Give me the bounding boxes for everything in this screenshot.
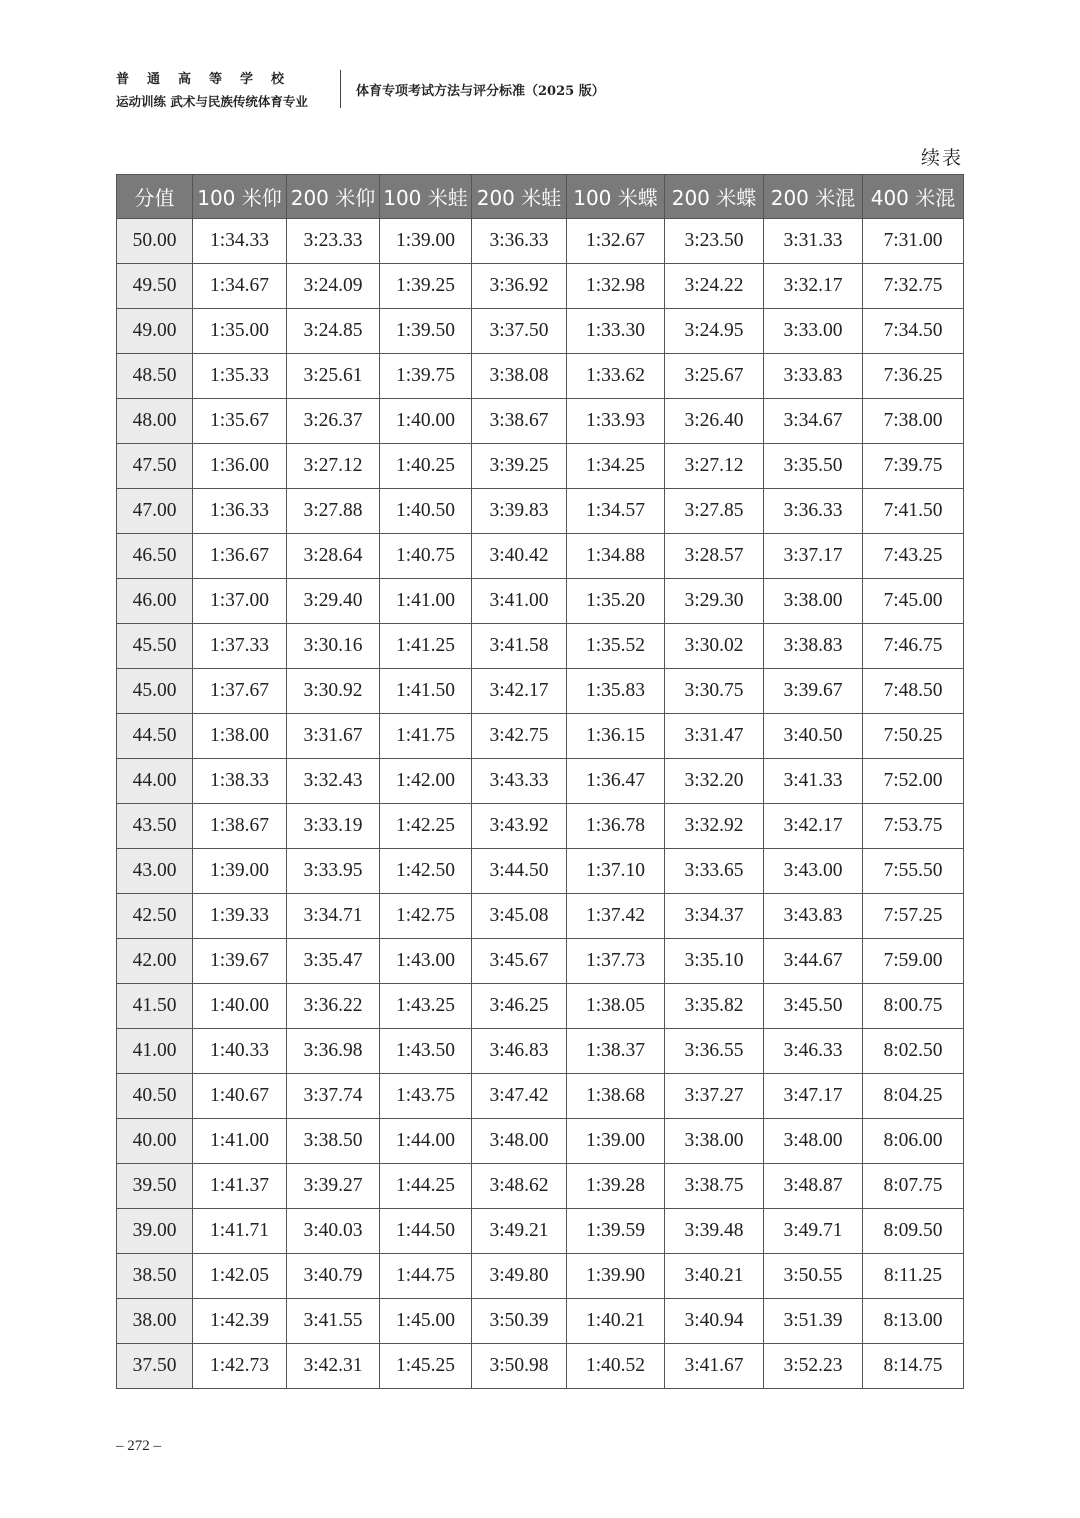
table-header-row [117,175,964,219]
time-cell: 7:41.50 [863,489,964,534]
time-cell: 1:36.15 [567,714,665,759]
table-row [117,1074,964,1119]
time-cell: 1:41.25 [380,624,472,669]
table-row [117,1164,964,1209]
column-header: 100 米蛙 [380,175,472,219]
score-cell: 48.00 [117,399,193,444]
time-cell: 7:52.00 [863,759,964,804]
time-cell: 7:34.50 [863,309,964,354]
table-row [117,714,964,759]
time-cell: 7:59.00 [863,939,964,984]
score-cell: 39.50 [117,1164,193,1209]
score-cell: 50.00 [117,219,193,264]
time-cell: 8:06.00 [863,1119,964,1164]
time-cell: 1:44.00 [380,1119,472,1164]
time-cell: 3:41.00 [472,579,567,624]
time-cell: 3:39.83 [472,489,567,534]
table-row [117,1344,964,1389]
time-cell: 1:37.67 [193,669,287,714]
time-cell: 8:07.75 [863,1164,964,1209]
time-cell: 7:53.75 [863,804,964,849]
time-cell: 3:38.50 [287,1119,380,1164]
time-cell: 1:34.67 [193,264,287,309]
time-cell: 1:43.75 [380,1074,472,1119]
time-cell: 1:35.83 [567,669,665,714]
score-cell: 43.00 [117,849,193,894]
time-cell: 3:35.47 [287,939,380,984]
time-cell: 1:38.33 [193,759,287,804]
score-cell: 43.50 [117,804,193,849]
time-cell: 3:24.95 [665,309,764,354]
time-cell: 3:48.00 [472,1119,567,1164]
time-cell: 3:30.92 [287,669,380,714]
time-cell: 3:37.50 [472,309,567,354]
time-cell: 1:37.73 [567,939,665,984]
time-cell: 3:50.55 [764,1254,863,1299]
time-cell: 3:24.85 [287,309,380,354]
time-cell: 3:50.39 [472,1299,567,1344]
time-cell: 1:35.20 [567,579,665,624]
time-cell: 7:32.75 [863,264,964,309]
time-cell: 1:41.71 [193,1209,287,1254]
time-cell: 1:41.50 [380,669,472,714]
time-cell: 3:39.25 [472,444,567,489]
time-cell: 3:41.33 [764,759,863,804]
table-row [117,309,964,354]
score-cell: 39.00 [117,1209,193,1254]
time-cell: 3:27.88 [287,489,380,534]
time-cell: 3:24.09 [287,264,380,309]
time-cell: 3:40.79 [287,1254,380,1299]
time-cell: 3:43.00 [764,849,863,894]
table-row [117,444,964,489]
time-cell: 3:44.50 [472,849,567,894]
time-cell: 1:32.67 [567,219,665,264]
table-body [117,219,964,1389]
time-cell: 3:38.75 [665,1164,764,1209]
time-cell: 3:36.55 [665,1029,764,1074]
column-header: 200 米混 [764,175,863,219]
time-cell: 1:39.90 [567,1254,665,1299]
time-cell: 1:44.25 [380,1164,472,1209]
time-cell: 3:36.98 [287,1029,380,1074]
time-cell: 1:44.75 [380,1254,472,1299]
time-cell: 3:33.95 [287,849,380,894]
time-cell: 1:36.78 [567,804,665,849]
column-header: 100 米蝶 [567,175,665,219]
time-cell: 1:39.75 [380,354,472,399]
time-cell: 1:41.00 [380,579,472,624]
score-cell: 44.50 [117,714,193,759]
column-header: 200 米蛙 [472,175,567,219]
table-row [117,624,964,669]
time-cell: 8:13.00 [863,1299,964,1344]
table-row [117,579,964,624]
time-cell: 3:38.00 [665,1119,764,1164]
time-cell: 1:33.62 [567,354,665,399]
time-cell: 1:35.00 [193,309,287,354]
time-cell: 3:36.92 [472,264,567,309]
time-cell: 1:36.33 [193,489,287,534]
table-row [117,939,964,984]
time-cell: 3:42.31 [287,1344,380,1389]
time-cell: 3:42.75 [472,714,567,759]
time-cell: 3:36.22 [287,984,380,1029]
time-cell: 3:41.58 [472,624,567,669]
score-cell: 47.50 [117,444,193,489]
time-cell: 3:24.22 [665,264,764,309]
table-row [117,1209,964,1254]
time-cell: 3:49.21 [472,1209,567,1254]
time-cell: 1:33.30 [567,309,665,354]
time-cell: 1:37.10 [567,849,665,894]
time-cell: 1:39.67 [193,939,287,984]
time-cell: 3:38.83 [764,624,863,669]
time-cell: 3:37.17 [764,534,863,579]
time-cell: 3:38.67 [472,399,567,444]
table-row [117,759,964,804]
time-cell: 3:32.92 [665,804,764,849]
time-cell: 3:39.27 [287,1164,380,1209]
time-cell: 3:48.87 [764,1164,863,1209]
score-cell: 40.00 [117,1119,193,1164]
time-cell: 3:33.00 [764,309,863,354]
time-cell: 3:35.82 [665,984,764,1029]
continued-label: 续表 [920,147,963,169]
time-cell: 3:25.67 [665,354,764,399]
time-cell: 7:55.50 [863,849,964,894]
time-cell: 3:39.67 [764,669,863,714]
table-row [117,1029,964,1074]
time-cell: 3:33.65 [665,849,764,894]
time-cell: 3:40.03 [287,1209,380,1254]
page-number: – 272 – [116,1438,161,1454]
time-cell: 1:35.52 [567,624,665,669]
time-cell: 1:43.50 [380,1029,472,1074]
time-cell: 3:31.47 [665,714,764,759]
time-cell: 8:14.75 [863,1344,964,1389]
header-left-block [116,70,331,112]
table-row [117,264,964,309]
score-cell: 41.00 [117,1029,193,1074]
table-row [117,669,964,714]
time-cell: 1:35.33 [193,354,287,399]
document-title: 体育专项考试方法与评分标准（2025 版） [356,84,605,99]
time-cell: 3:34.37 [665,894,764,939]
time-cell: 1:44.50 [380,1209,472,1254]
time-cell: 7:48.50 [863,669,964,714]
score-cell: 45.00 [117,669,193,714]
time-cell: 1:42.73 [193,1344,287,1389]
time-cell: 3:38.00 [764,579,863,624]
column-header: 100 米仰 [193,175,287,219]
major-name: 运动训练 武术与民族传统体育专业 [116,94,308,109]
time-cell: 8:02.50 [863,1029,964,1074]
time-cell: 7:36.25 [863,354,964,399]
time-cell: 3:31.67 [287,714,380,759]
time-cell: 1:36.47 [567,759,665,804]
time-cell: 3:40.21 [665,1254,764,1299]
time-cell: 1:42.05 [193,1254,287,1299]
table-row [117,894,964,939]
time-cell: 1:40.33 [193,1029,287,1074]
time-cell: 3:48.62 [472,1164,567,1209]
time-cell: 1:37.42 [567,894,665,939]
time-cell: 3:32.20 [665,759,764,804]
time-cell: 3:33.83 [764,354,863,399]
time-cell: 7:45.00 [863,579,964,624]
time-cell: 3:51.39 [764,1299,863,1344]
table-row [117,489,964,534]
time-cell: 1:40.67 [193,1074,287,1119]
time-cell: 1:39.59 [567,1209,665,1254]
time-cell: 1:39.33 [193,894,287,939]
time-cell: 1:36.00 [193,444,287,489]
time-cell: 3:35.10 [665,939,764,984]
time-cell: 1:43.00 [380,939,472,984]
time-cell: 1:39.28 [567,1164,665,1209]
table-row [117,1119,964,1164]
time-cell: 1:40.50 [380,489,472,534]
time-cell: 1:41.75 [380,714,472,759]
time-cell: 1:34.88 [567,534,665,579]
table-row [117,1254,964,1299]
time-cell: 3:33.19 [287,804,380,849]
table-row [117,399,964,444]
time-cell: 8:00.75 [863,984,964,1029]
time-cell: 3:27.85 [665,489,764,534]
time-cell: 3:50.98 [472,1344,567,1389]
time-cell: 1:39.00 [193,849,287,894]
time-cell: 7:50.25 [863,714,964,759]
time-cell: 1:39.00 [380,219,472,264]
time-cell: 3:40.94 [665,1299,764,1344]
time-cell: 3:47.17 [764,1074,863,1119]
time-cell: 7:39.75 [863,444,964,489]
time-cell: 7:57.25 [863,894,964,939]
time-cell: 3:30.16 [287,624,380,669]
time-cell: 3:46.83 [472,1029,567,1074]
table-row [117,849,964,894]
score-cell: 46.50 [117,534,193,579]
time-cell: 1:40.52 [567,1344,665,1389]
time-cell: 1:42.39 [193,1299,287,1344]
time-cell: 1:34.25 [567,444,665,489]
time-cell: 3:23.50 [665,219,764,264]
time-cell: 1:39.50 [380,309,472,354]
time-cell: 3:27.12 [287,444,380,489]
score-cell: 49.00 [117,309,193,354]
time-cell: 8:09.50 [863,1209,964,1254]
time-cell: 3:46.33 [764,1029,863,1074]
time-cell: 3:41.67 [665,1344,764,1389]
score-cell: 42.50 [117,894,193,939]
score-cell: 44.00 [117,759,193,804]
table-row [117,1299,964,1344]
table-row [117,804,964,849]
time-cell: 3:34.71 [287,894,380,939]
time-cell: 1:40.00 [193,984,287,1029]
time-cell: 3:36.33 [472,219,567,264]
time-cell: 1:42.25 [380,804,472,849]
time-cell: 3:32.17 [764,264,863,309]
score-cell: 38.50 [117,1254,193,1299]
time-cell: 1:39.00 [567,1119,665,1164]
time-cell: 1:35.67 [193,399,287,444]
time-cell: 7:46.75 [863,624,964,669]
time-cell: 3:37.27 [665,1074,764,1119]
time-cell: 1:45.25 [380,1344,472,1389]
time-cell: 3:45.67 [472,939,567,984]
time-cell: 3:34.67 [764,399,863,444]
time-cell: 1:42.50 [380,849,472,894]
time-cell: 3:28.64 [287,534,380,579]
time-cell: 3:46.25 [472,984,567,1029]
column-header-score: 分值 [117,175,193,219]
time-cell: 3:37.74 [287,1074,380,1119]
time-cell: 3:30.75 [665,669,764,714]
time-cell: 1:42.00 [380,759,472,804]
time-cell: 1:40.21 [567,1299,665,1344]
time-cell: 3:25.61 [287,354,380,399]
score-cell: 42.00 [117,939,193,984]
time-cell: 3:40.50 [764,714,863,759]
time-cell: 1:41.37 [193,1164,287,1209]
score-cell: 38.00 [117,1299,193,1344]
table-row [117,219,964,264]
time-cell: 1:33.93 [567,399,665,444]
time-cell: 3:49.71 [764,1209,863,1254]
time-cell: 3:45.50 [764,984,863,1029]
time-cell: 3:38.08 [472,354,567,399]
time-cell: 3:49.80 [472,1254,567,1299]
table-row [117,354,964,399]
time-cell: 1:32.98 [567,264,665,309]
time-cell: 3:47.42 [472,1074,567,1119]
time-cell: 3:52.23 [764,1344,863,1389]
time-cell: 1:43.25 [380,984,472,1029]
time-cell: 7:43.25 [863,534,964,579]
time-cell: 3:43.33 [472,759,567,804]
time-cell: 1:41.00 [193,1119,287,1164]
time-cell: 1:38.00 [193,714,287,759]
time-cell: 3:26.37 [287,399,380,444]
time-cell: 3:29.40 [287,579,380,624]
time-cell: 3:36.33 [764,489,863,534]
time-cell: 3:44.67 [764,939,863,984]
column-header: 200 米仰 [287,175,380,219]
time-cell: 1:40.00 [380,399,472,444]
time-cell: 3:23.33 [287,219,380,264]
time-cell: 3:39.48 [665,1209,764,1254]
time-cell: 3:30.02 [665,624,764,669]
time-cell: 3:40.42 [472,534,567,579]
time-cell: 3:28.57 [665,534,764,579]
time-cell: 3:31.33 [764,219,863,264]
time-cell: 3:32.43 [287,759,380,804]
time-cell: 3:48.00 [764,1119,863,1164]
time-cell: 1:40.75 [380,534,472,579]
page-header [116,70,816,120]
time-cell: 3:29.30 [665,579,764,624]
time-cell: 1:40.25 [380,444,472,489]
time-cell: 1:38.05 [567,984,665,1029]
time-cell: 1:34.57 [567,489,665,534]
column-header: 200 米蝶 [665,175,764,219]
time-cell: 1:37.33 [193,624,287,669]
time-cell: 3:26.40 [665,399,764,444]
time-cell: 8:11.25 [863,1254,964,1299]
time-cell: 1:42.75 [380,894,472,939]
time-cell: 1:39.25 [380,264,472,309]
time-cell: 3:41.55 [287,1299,380,1344]
score-cell: 49.50 [117,264,193,309]
time-cell: 1:45.00 [380,1299,472,1344]
time-cell: 7:38.00 [863,399,964,444]
time-cell: 8:04.25 [863,1074,964,1119]
score-table [116,174,964,1389]
header-divider [340,70,341,108]
time-cell: 7:31.00 [863,219,964,264]
time-cell: 3:42.17 [764,804,863,849]
time-cell: 1:36.67 [193,534,287,579]
score-cell: 40.50 [117,1074,193,1119]
time-cell: 3:27.12 [665,444,764,489]
time-cell: 3:43.92 [472,804,567,849]
time-cell: 1:37.00 [193,579,287,624]
table-row [117,534,964,579]
time-cell: 1:34.33 [193,219,287,264]
column-header: 400 米混 [863,175,964,219]
time-cell: 3:35.50 [764,444,863,489]
score-cell: 48.50 [117,354,193,399]
score-cell: 47.00 [117,489,193,534]
score-cell: 37.50 [117,1344,193,1389]
time-cell: 1:38.68 [567,1074,665,1119]
table-row [117,984,964,1029]
time-cell: 1:38.67 [193,804,287,849]
time-cell: 1:38.37 [567,1029,665,1074]
score-cell: 46.00 [117,579,193,624]
time-cell: 3:45.08 [472,894,567,939]
score-cell: 41.50 [117,984,193,1029]
time-cell: 3:43.83 [764,894,863,939]
score-cell: 45.50 [117,624,193,669]
time-cell: 3:42.17 [472,669,567,714]
school-name: 普通高等学校 [116,72,303,87]
